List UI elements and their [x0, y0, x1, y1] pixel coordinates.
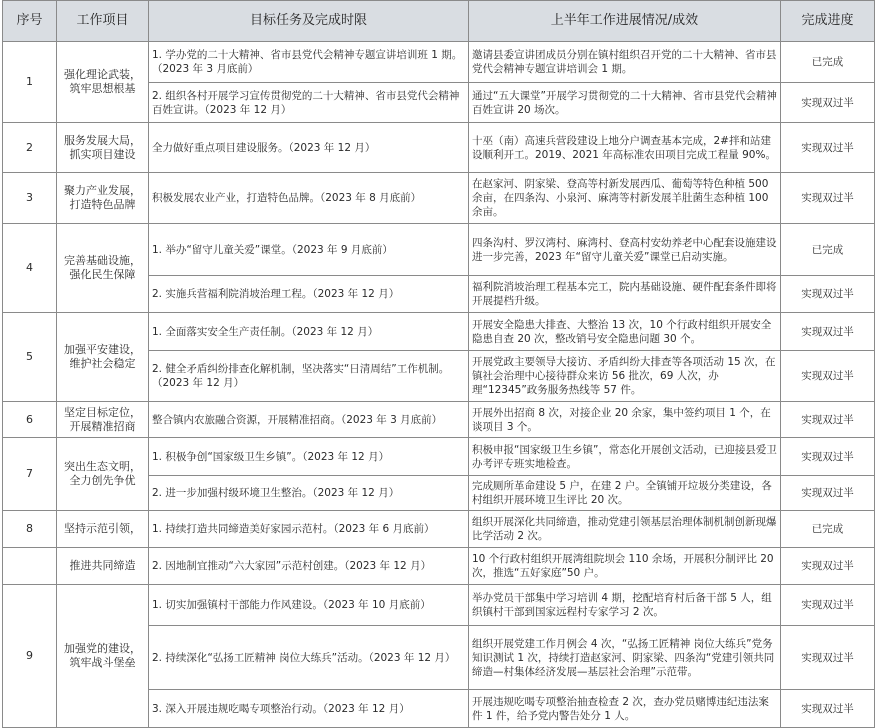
table-header-row — [3, 1, 875, 42]
project-cell: 突出生态文明，全力创先争优 — [57, 438, 149, 511]
project-cell: 完善基础设施，强化民生保障 — [57, 224, 149, 313]
status-cell: 实现双过半 — [781, 626, 875, 690]
progress-cell: 组织开展深化共同缔造，推动党建引领基层治理体制机制创新现爆比学活动 2 次。 — [469, 511, 781, 548]
task-cell: 2. 持续深化“弘扬工匠精神 岗位大练兵”活动。（2023 年 12 月） — [149, 626, 469, 690]
task-cell: 1. 持续打造共同缔造美好家园示范村。（2023 年 6 月底前） — [149, 511, 469, 548]
status-cell: 实现双过半 — [781, 402, 875, 438]
progress-cell: 开展党政主要领导大接访、矛盾纠纷大排查等各项活动 15 次，在镇社会治理中心接待群众来访 56 批次，69 人次，办理“12345”政务服务热线等 57 件。 — [469, 351, 781, 402]
col-header-task: 目标任务及完成时限 — [149, 1, 469, 42]
project-cell: 坚持示范引领， — [57, 511, 149, 548]
table-row — [3, 313, 875, 351]
status-cell: 实现双过半 — [781, 438, 875, 476]
status-cell: 实现双过半 — [781, 313, 875, 351]
task-cell: 1. 全面落实安全生产责任制。（2023 年 12 月） — [149, 313, 469, 351]
table-row — [3, 173, 875, 224]
task-cell: 2. 健全矛盾纠纷排查化解机制，坚决落实“日清周结”工作机制。（2023 年 12 月） — [149, 351, 469, 402]
project-cell: 坚定目标定位，开展精准招商 — [57, 402, 149, 438]
task-cell: 2. 因地制宜推动“六大家园”示范村创建。（2023 年 12 月） — [149, 548, 469, 585]
progress-cell: 在赵家河、阴家梁、登高等村新发展西瓜、葡萄等特色种植 500 余亩，在四条沟、小泉河、麻湾等村新发展羊肚菌生态种植 100 余亩。 — [469, 173, 781, 224]
row-number: 7 — [3, 438, 57, 511]
status-cell: 实现双过半 — [781, 173, 875, 224]
row-number: 3 — [3, 173, 57, 224]
progress-cell: 开展外出招商 8 次，对接企业 20 余家，集中签约项目 1 个，在谈项目 3 个。 — [469, 402, 781, 438]
status-cell: 实现双过半 — [781, 476, 875, 511]
task-cell: 全力做好重点项目建设服务。（2023 年 12 月） — [149, 123, 469, 173]
col-header-progress: 上半年工作进展情况/成效 — [469, 1, 781, 42]
progress-cell: 完成厕所革命建设 5 户，在建 2 户。全镇铺开垃圾分类建设，各村组织开展环境卫生评比 20 次。 — [469, 476, 781, 511]
table-row — [3, 548, 875, 585]
task-cell: 2. 进一步加强村级环境卫生整治。（2023 年 12 月） — [149, 476, 469, 511]
table-row — [3, 42, 875, 83]
row-number — [3, 548, 57, 585]
status-cell: 已完成 — [781, 224, 875, 276]
progress-cell: 十巫（南）高速兵营段建设上地分户调查基本完成，2#拌和站建设顺利开工。2019、2021 年高标准农田项目完成工程量 90%。 — [469, 123, 781, 173]
project-cell: 聚力产业发展，打造特色品牌 — [57, 173, 149, 224]
project-cell: 推进共同缔造 — [57, 548, 149, 585]
task-cell: 3. 深入开展违规吃喝专项整治行动。（2023 年 12 月） — [149, 690, 469, 728]
progress-cell: 10 个行政村组织开展湾组院坝会 110 余场，开展积分制评比 20 次，推选“五好家庭”50 户。 — [469, 548, 781, 585]
status-cell: 已完成 — [781, 42, 875, 83]
row-number: 1 — [3, 42, 57, 123]
status-cell: 已完成 — [781, 511, 875, 548]
status-cell: 实现双过半 — [781, 351, 875, 402]
progress-cell: 开展安全隐患大排查、大整治 13 次，10 个行政村组织开展安全隐患自查 20 次，整改销号安全隐患问题 30 个。 — [469, 313, 781, 351]
table-row — [3, 123, 875, 173]
progress-cell: 开展违规吃喝专项整治抽查检查 2 次，查办党员赌博违纪违法案件 1 件，给予党内警告处分 1 人。 — [469, 690, 781, 728]
task-cell: 1. 学办党的二十大精神、省市县党代会精神专题宣讲培训班 1 期。（2023 年 3 月底前） — [149, 42, 469, 83]
row-number: 6 — [3, 402, 57, 438]
task-cell: 2. 组织各村开展学习宣传贯彻党的二十大精神、省市县党代会精神百姓宣讲。（2023 年 12 月） — [149, 83, 469, 123]
table-row — [3, 438, 875, 476]
status-cell: 实现双过半 — [781, 690, 875, 728]
task-cell: 积极发展农业产业，打造特色品牌。（2023 年 8 月底前） — [149, 173, 469, 224]
task-cell: 1. 切实加强镇村干部能力作风建设。（2023 年 10 月底前） — [149, 585, 469, 626]
row-number: 2 — [3, 123, 57, 173]
row-number: 5 — [3, 313, 57, 402]
project-cell: 加强党的建设，筑牢战斗堡垒 — [57, 585, 149, 728]
table-row — [3, 224, 875, 276]
task-cell: 1. 举办“留守儿童关爱”课堂。（2023 年 9 月底前） — [149, 224, 469, 276]
status-cell: 实现双过半 — [781, 123, 875, 173]
table-row — [3, 402, 875, 438]
task-cell: 2. 实施兵营福利院消坡治理工程。（2023 年 12 月） — [149, 276, 469, 313]
status-cell: 实现双过半 — [781, 585, 875, 626]
project-cell: 加强平安建设，维护社会稳定 — [57, 313, 149, 402]
table-row — [3, 511, 875, 548]
row-number: 8 — [3, 511, 57, 548]
row-number: 4 — [3, 224, 57, 313]
task-cell: 整合镇内农旅融合资源，开展精准招商。（2023 年 3 月底前） — [149, 402, 469, 438]
status-cell: 实现双过半 — [781, 276, 875, 313]
progress-cell: 组织开展党建工作月例会 4 次，“弘扬工匠精神 岗位大练兵”党务知识测试 1 次，持续打造赵家河、阴家梁、四条沟“党建引领共同缔造—村集体经济发展—基层社会治理”示范带。 — [469, 626, 781, 690]
progress-cell: 举办党员干部集中学习培训 4 期，挖配培育村后备干部 5 人，组织镇村干部到国家远程村专家学习 2 次。 — [469, 585, 781, 626]
col-header-status: 完成进度 — [781, 1, 875, 42]
col-header-no: 序号 — [3, 1, 57, 42]
progress-cell: 福利院消坡治理工程基本完工，院内基础设施、硬件配套条件即将开展提档升级。 — [469, 276, 781, 313]
project-cell: 服务发展大局，抓实项目建设 — [57, 123, 149, 173]
table-row — [3, 585, 875, 626]
progress-cell: 四条沟村、罗汉湾村、麻湾村、登高村安幼养老中心配套设施建设进一步完善，2023 年“留守儿童关爱”课堂已启动实施。 — [469, 224, 781, 276]
status-cell: 实现双过半 — [781, 83, 875, 123]
progress-cell: 积极申报“国家级卫生乡镇”，常态化开展创文活动，已迎接县爱卫办考评专班实地检查。 — [469, 438, 781, 476]
project-cell: 强化理论武装，筑牢思想根基 — [57, 42, 149, 123]
progress-cell: 邀请县委宣讲团成员分别在镇村组织召开党的二十大精神、省市县党代会精神专题宣讲培训会 1 期。 — [469, 42, 781, 83]
progress-table — [2, 0, 875, 728]
row-number: 9 — [3, 585, 57, 728]
task-cell: 1. 积极争创“国家级卫生乡镇”。（2023 年 12 月） — [149, 438, 469, 476]
status-cell: 实现双过半 — [781, 548, 875, 585]
progress-cell: 通过“五大课堂”开展学习贯彻党的二十大精神、省市县党代会精神百姓宣讲 20 场次。 — [469, 83, 781, 123]
col-header-project: 工作项目 — [57, 1, 149, 42]
